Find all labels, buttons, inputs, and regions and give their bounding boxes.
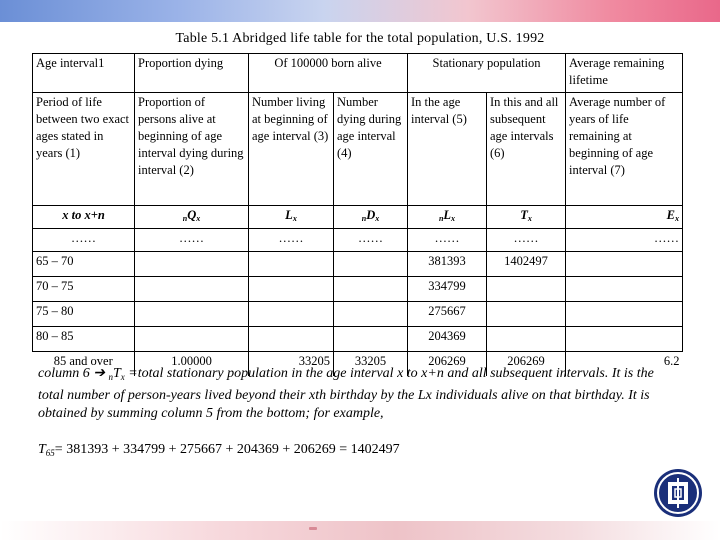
example-equation [38, 442, 400, 458]
sym-e: $E_x$ [566, 206, 683, 229]
row-e [566, 302, 683, 327]
desc-col4: Number dying during age interval (4) [334, 93, 408, 206]
row-age: 80 – 85 [33, 327, 135, 352]
explanation-sym-pre: n [108, 372, 113, 382]
row-d [334, 277, 408, 302]
ellipsis-cell: …… [487, 229, 566, 252]
row-e [566, 252, 683, 277]
row-age: 75 – 80 [33, 302, 135, 327]
life-table [32, 53, 683, 376]
row-age: 85 and over [33, 352, 135, 377]
top-gradient-bar [0, 0, 720, 22]
sym-d: $_nD_x$ [334, 206, 408, 229]
row-e [566, 277, 683, 302]
row-q [135, 327, 249, 352]
row-q [135, 277, 249, 302]
table-row [33, 327, 683, 352]
row-l [249, 302, 334, 327]
explanation-sym-sub: x [120, 372, 125, 382]
row-d [334, 302, 408, 327]
row-t: 1402497 [487, 252, 566, 277]
row-e [566, 327, 683, 352]
equation-lhs: T [38, 442, 46, 457]
header-stationary: Stationary population [408, 54, 566, 93]
ellipsis-cell: …… [249, 229, 334, 252]
sym-q: $_nQ_x$ [135, 206, 249, 229]
row-l [249, 277, 334, 302]
header-proportion-dying: Proportion dying [135, 54, 249, 93]
row-t [487, 302, 566, 327]
row-age: 70 – 75 [33, 277, 135, 302]
explanation-sym: T [112, 366, 121, 381]
row-ll: 204369 [408, 327, 487, 352]
table-row [33, 277, 683, 302]
row-l: 33205 [249, 352, 334, 377]
row-d: 33205 [334, 352, 408, 377]
row-e: 6.2 [566, 352, 683, 377]
desc-col6: In this and all subsequent age intervals (6) [487, 93, 566, 206]
header-of-100000: Of 100000 born alive [249, 54, 408, 93]
arrow-icon: ➔ [93, 366, 105, 381]
explanation-text: =total stationary population in the age interval x to x+n and all subsequent intervals. It is the total number of person-years lived beyond their xth birthday by the Lx individuals alive on that birthday. It is obtained by summing column 5 from the bottom; for example, [38, 366, 654, 421]
sym-t: $T_x$ [487, 206, 566, 229]
header-avg-remaining: Average remaining lifetime [566, 54, 683, 93]
ellipsis-cell: …… [33, 229, 135, 252]
row-ll: 381393 [408, 252, 487, 277]
ellipsis-cell: …… [334, 229, 408, 252]
desc-col5: In the age interval (5) [408, 93, 487, 206]
header-age-interval: Age interval1 [33, 54, 135, 93]
row-q: 1.00000 [135, 352, 249, 377]
row-t [487, 327, 566, 352]
row-q [135, 302, 249, 327]
slide-marker [309, 527, 317, 530]
row-l [249, 252, 334, 277]
ellipsis-cell: …… [135, 229, 249, 252]
equation-rhs: = 381393 + 334799 + 275667 + 204369 + 206269 = 1402497 [54, 442, 400, 457]
sym-age: x to x+n [33, 206, 135, 229]
row-t [487, 277, 566, 302]
desc-col3: Number living at beginning of age interval (3) [249, 93, 334, 206]
institution-emblem-icon [653, 468, 703, 518]
row-q [135, 252, 249, 277]
desc-col1: Period of life between two exact ages stated in years (1) [33, 93, 135, 206]
sym-l: $L_x$ [249, 206, 334, 229]
table-row [33, 252, 683, 277]
row-d [334, 327, 408, 352]
explanation-lead: column 6 [38, 366, 94, 381]
sym-ll: $_nL_x$ [408, 206, 487, 229]
table-title: Table 5.1 Abridged life table for the total population, U.S. 1992 [175, 31, 545, 46]
ellipsis-row [33, 229, 683, 252]
symbol-row [33, 206, 683, 229]
ellipsis-cell: …… [408, 229, 487, 252]
desc-col2: Proportion of persons alive at beginning of age interval dying during interval (2) [135, 93, 249, 206]
description-row [33, 93, 683, 206]
row-age: 65 – 70 [33, 252, 135, 277]
equation-lhs-sub: 65 [45, 448, 55, 458]
row-ll: 334799 [408, 277, 487, 302]
row-l [249, 327, 334, 352]
ellipsis-cell: …… [566, 229, 683, 252]
bottom-gradient-bar [0, 521, 720, 540]
desc-col7: Average number of years of life remaining at beginning of age interval (7) [566, 93, 683, 206]
row-t: 206269 [487, 352, 566, 377]
row-ll: 275667 [408, 302, 487, 327]
explanation-paragraph [38, 365, 678, 424]
header-row [33, 54, 683, 93]
row-ll: 206269 [408, 352, 487, 377]
row-d [334, 252, 408, 277]
table-row [33, 302, 683, 327]
